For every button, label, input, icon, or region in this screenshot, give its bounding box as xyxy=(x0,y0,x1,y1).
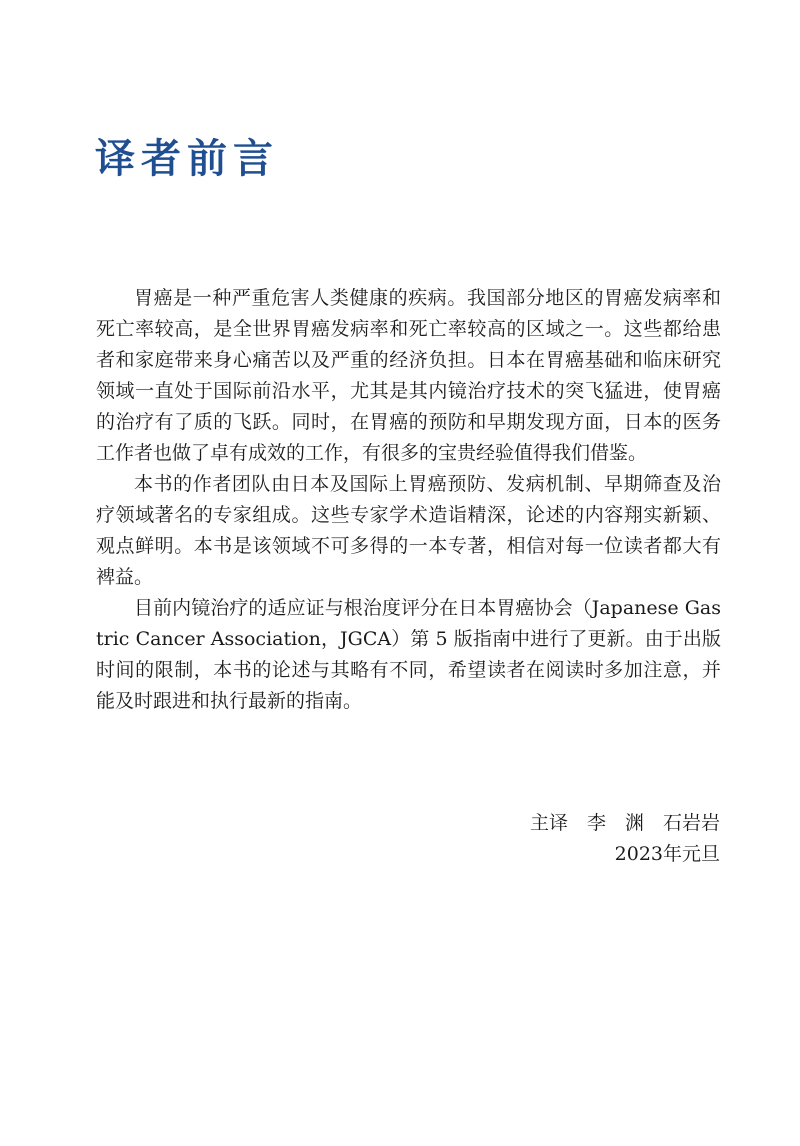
paragraph-2: 本书的作者团队由日本及国际上胃癌预防、发病机制、早期筛查及治疗领域著名的专家组成。这些专家学术造诣精深，论述的内容翔实新颖、观点鲜明。本书是该领域不可多得的一本专著，相信对每一位读者都大有裨益。 xyxy=(96,473,721,588)
signature-block xyxy=(530,808,720,870)
date-line: 2023年元旦 xyxy=(614,843,720,865)
paragraph-3: 目前内镜治疗的适应证与根治度评分在日本胃癌协会（Japanese Gastric Cancer Association，JGCA）第 5 版指南中进行了更新。由于出版时间的限制，本书的论述与其略有不同，希望读者在阅读时多加注意，并能及时跟进和执行最新的指南。 xyxy=(96,597,721,712)
preface-body xyxy=(96,283,721,717)
paragraph-1: 胃癌是一种严重危害人类健康的疾病。我国部分地区的胃癌发病率和死亡率较高，是全世界胃癌发病率和死亡率较高的区域之一。这些都给患者和家庭带来身心痛苦以及严重的经济负担。日本在胃癌基础和临床研究领域一直处于国际前沿水平，尤其是其内镜治疗技术的突飞猛进，使胃癌的治疗有了质的飞跃。同时，在胃癌的预防和早期发现方面，日本的医务工作者也做了卓有成效的工作，有很多的宝贵经验值得我们借鉴。 xyxy=(96,287,721,464)
page-title: 译者前言 xyxy=(95,135,279,182)
translators-line: 主译 李 渊 石岩岩 xyxy=(529,812,720,834)
